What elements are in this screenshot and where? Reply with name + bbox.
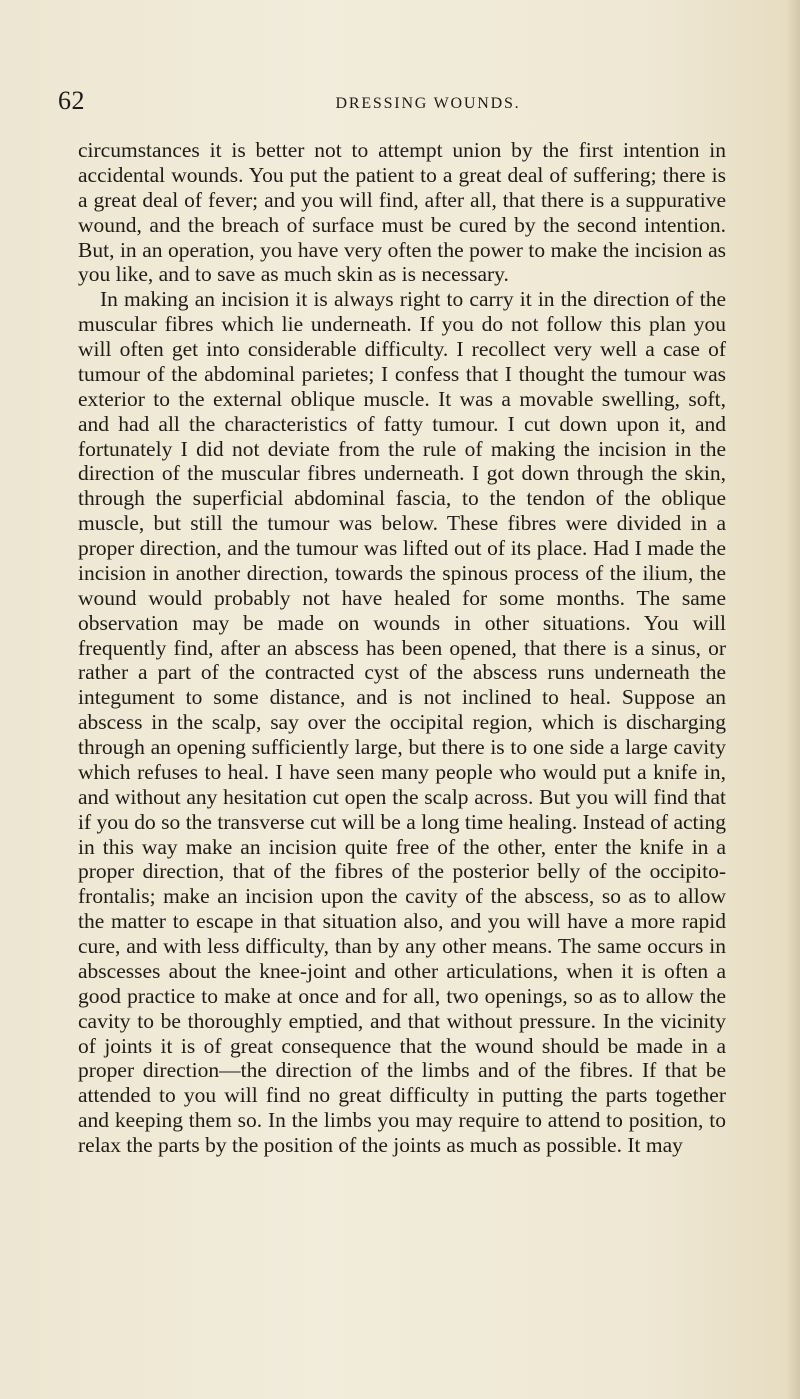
- body-text: [78, 138, 726, 1158]
- paragraph: circumstances it is better not to attempt union by the first intention in accidental wounds. You put the patient to a great deal of suffering; there is a great deal of fever; and you will find, after all, that there is a suppurative wound, and the breach of surface must be cured by the second intention. But, in an operation, you have very often the power to make the incision as you like, and to save as much skin as is necessary.: [78, 138, 726, 287]
- running-head: DRESSING WOUNDS.: [335, 95, 521, 112]
- page-edge-shadow: [786, 0, 800, 1399]
- paragraph: In making an incision it is always right to carry it in the direction of the muscular fibres which lie underneath. If you do not follow this plan you will often get into considerable difficulty. I recollect very well a case of tumour of the abdominal parietes; I confess that I thought the tumour was exterior to the external oblique muscle. It was a movable swelling, soft, and had all the characteristics of fatty tumour. I cut down upon it, and fortunately I did not deviate from the rule of making the incision in the direction of the muscular fibres underneath. I got down through the skin, through the superficial abdominal fascia, to the tendon of the oblique muscle, but still the tumour was below. These fibres were divided in a proper direction, and the tumour was lifted out of its place. Had I made the incision in another direction, towards the spinous process of the ilium, the wound would probably not have healed for some months. The same observation may be made on wounds in other situations. You will frequently find, after an abscess has been opened, that there is a sinus, or rather a part of the contracted cyst of the abscess runs underneath the integument to some distance, and is not inclined to heal. Suppose an abscess in the scalp, say over the occipital region, which is discharging through an opening sufficiently large, but there is to one side a large cavity which refuses to heal. I have seen many people who would put a knife in, and without any hesitation cut open the scalp across. But you will find that if you do so the transverse cut will be a long time healing. Instead of acting in this way make an incision quite free of the other, enter the knife in a proper direction, that of the fibres of the posterior belly of the occipito-frontalis; make an incision upon the cavity of the abscess, so as to allow the matter to escape in that situation also, and you will have a more rapid cure, and with less difficulty, than by any other means. The same occurs in abscesses about the knee-joint and other articulations, when it is often a good practice to make at once and for all, two openings, so as to allow the cavity to be thoroughly emptied, and that without pressure. In the vicinity of joints it is of great consequence that the wound should be made in a proper direction—the direction of the limbs and of the fibres. If that be attended to you will find no great difficulty in putting the parts together and keeping them so. In the limbs you may require to attend to position, to relax the parts by the position of the joints as much as possible. It may: [78, 287, 726, 1157]
- page-number: 62: [58, 86, 85, 115]
- page-header: [58, 86, 758, 120]
